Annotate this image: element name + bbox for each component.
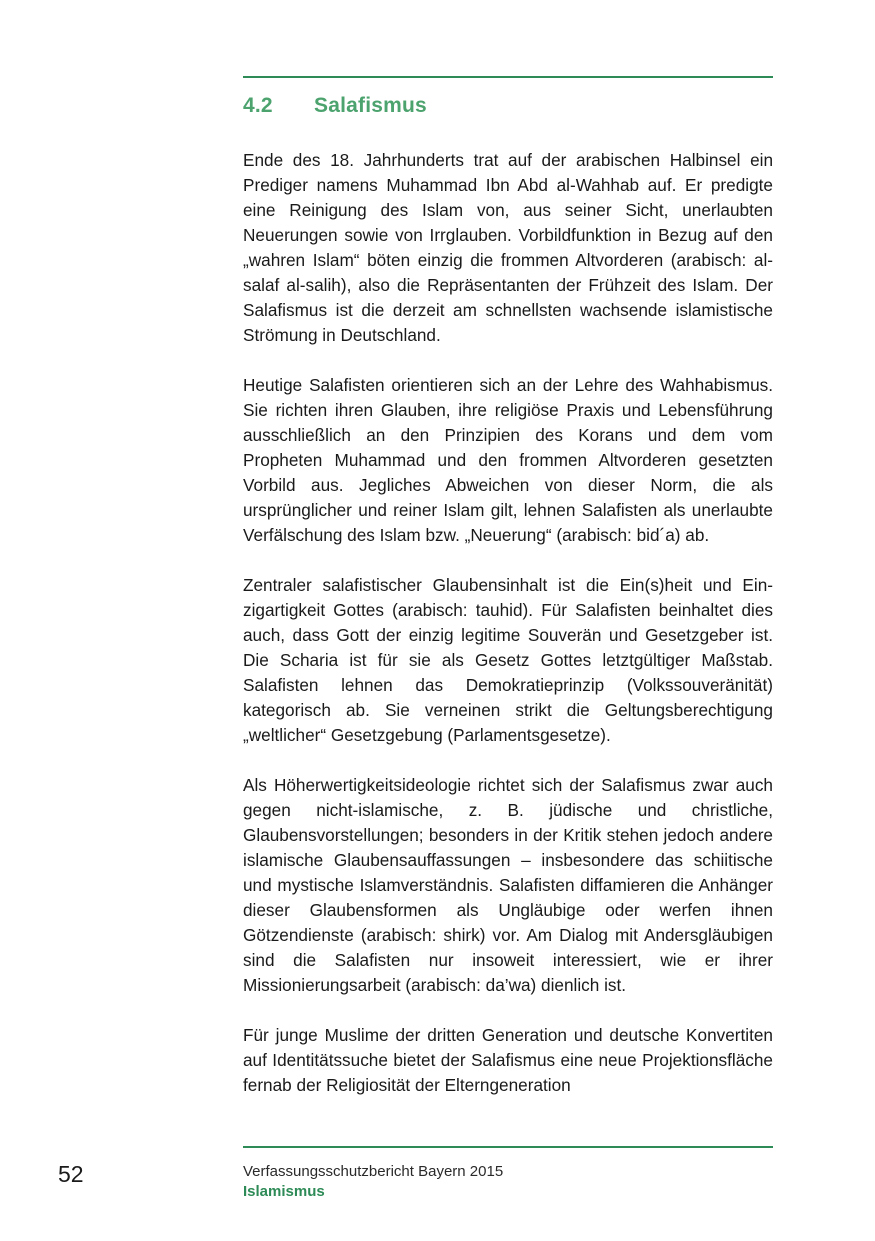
paragraph: Für junge Muslime der dritten Generation und deutsche Konvertiten auf Identitätssuche bietet der Salafismus eine neue Projektionsfläche fernab der Religiosität der Elterngeneration	[243, 1025, 773, 1095]
page-number: 52	[58, 1161, 84, 1187]
body-text	[243, 148, 773, 1123]
paragraph: Zentraler salafistischer Glaubensinhalt ist die Ein(s)heit und Einzigartigkeit Gottes (arabisch: tauhid). Für Salafisten beinhaltet dies auch, dass Gott der einzig legitime Souverän und Gesetzgeber ist. Die Scharia ist für sie als Gesetz Gottes letztgültiger Maßstab. Salafisten lehnen das Demokratieprinzip (Volkssouveränität) kategorisch ab. Sie verneinen strikt die Geltungsberechtigung „weltlicher“ Gesetzgebung (Parlamentsgesetze).	[243, 575, 773, 745]
paragraph: Als Höherwertigkeitsideologie richtet sich der Salafismus zwar auch gegen nicht-islamische, z. B. jüdische und christliche, Glaubensvorstellungen; besonders in der Kritik stehen jedoch andere islamische Glaubensauffassungen – insbesondere das schiitische und mystische Islamverständnis. Salafisten diffamieren die Anhänger dieser Glaubensformen als Ungläubige oder werfen ihnen Götzendienste (arabisch: shirk) vor. Am Dialog mit Andersgläubigen sind die Salafisten nur insoweit interessiert, wie er ihrer Missionierungsarbeit (arabisch: da’wa) dienlich ist.	[243, 775, 773, 995]
header-rule	[243, 76, 773, 78]
paragraph: Ende des 18. Jahrhunderts trat auf der arabischen Halbinsel ein Prediger namens Muhammad Ibn Abd al-Wahhab auf. Er predigte eine Reinigung des Islam von, aus seiner Sicht, unerlaubten Neuerungen sowie von Irrglauben. Vorbildfunktion in Bezug auf den „wahren Islam“ böten einzig die frommen Altvorderen (arabisch: al-salaf al-salih), also die Repräsentanten der Frühzeit des Islam. Der Salafismus ist die derzeit am schnellsten wachsende islamistische Strömung in Deutschland.	[243, 150, 773, 345]
footer-section-name: Islamismus	[243, 1183, 325, 1200]
footer-rule	[243, 1146, 773, 1148]
paragraph: Heutige Salafisten orientieren sich an der Lehre des Wahhabismus. Sie richten ihren Glauben, ihre religiöse Praxis und Lebensführung ausschließlich an den Prinzipien des Korans und dem vom Propheten Muhammad und den frommen Altvorderen gesetzten Vorbild aus. Jegliches Abweichen von dieser Norm, die als ursprünglicher und reiner Islam gilt, lehnen Salafisten als unerlaubte Verfälschung des Islam bzw. „Neuerung“ (arabisch: bid´a) ab.	[243, 375, 773, 545]
section-heading	[243, 94, 773, 118]
publication-title: Verfassungsschutzbericht Bayern 2015	[243, 1163, 504, 1180]
section-title: Salafismus	[314, 94, 427, 117]
page-footer	[243, 1162, 503, 1202]
section-number: 4.2	[243, 94, 273, 117]
